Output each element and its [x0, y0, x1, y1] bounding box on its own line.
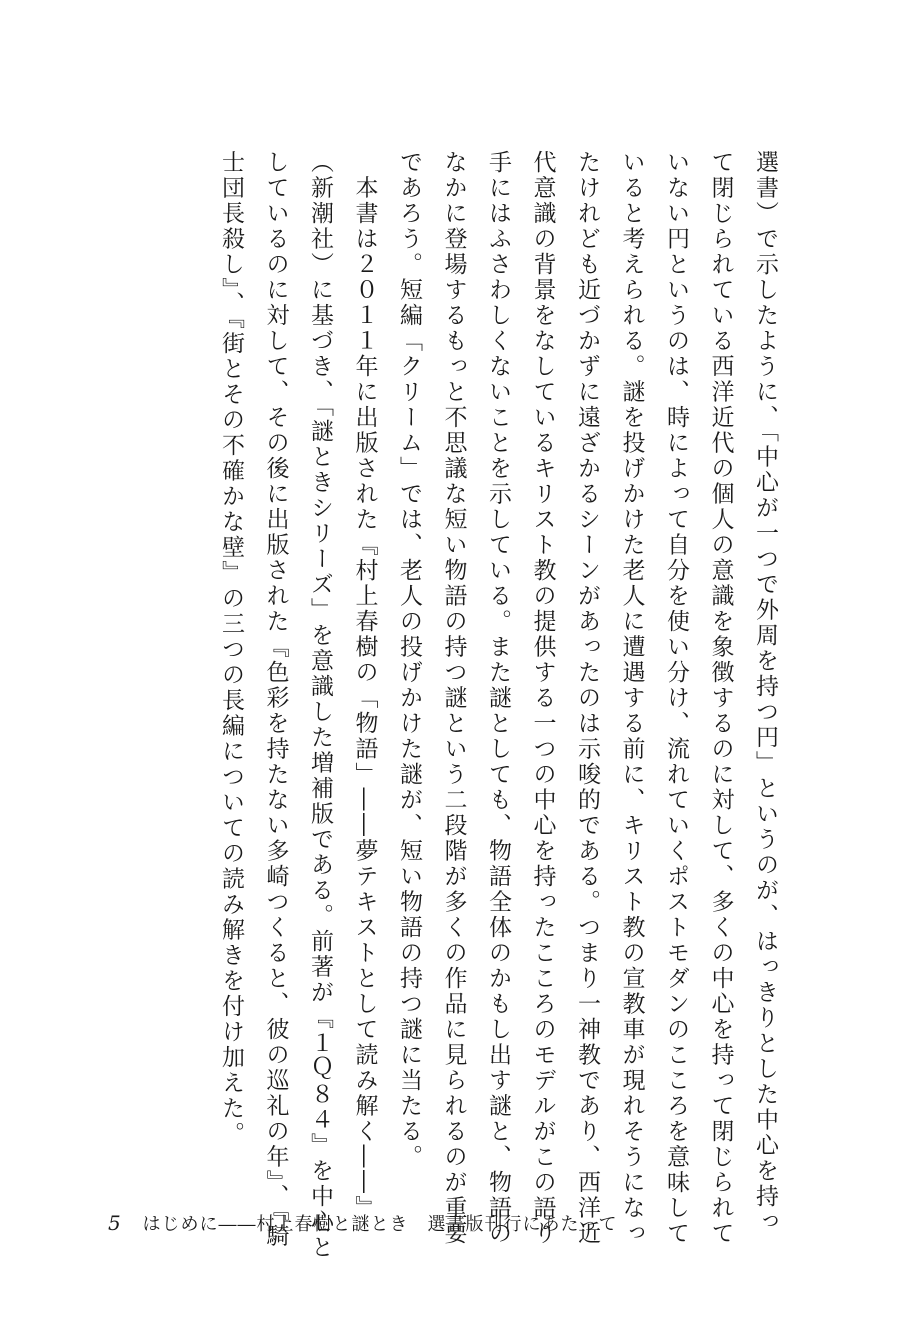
- text-line-2: て閉じられている西洋近代の個人の意識を象徴するのに対して、多くの中心を持って閉じられて: [707, 150, 734, 1247]
- text-line-11: （新潮社）に基づき、「謎ときシリーズ」を意識した増補版である。前著が『１Ｑ８４』を中心と: [307, 150, 333, 1261]
- text-line-4: いると考えられる。謎を投げかけた老人に遭遇する前に、キリスト教の宣教車が現れそうになっ: [618, 150, 645, 1247]
- text-line-10: 本書は２０１１年に出版された『村上春樹の「物語」――夢テキストとして読み解く――』: [351, 150, 378, 1221]
- text-line-12: しているのに対して、その後に出版された『色彩を持たない多崎つくると、彼の巡礼の年』、『騎: [262, 150, 289, 1249]
- text-line-9: であろう。短編「クリーム」では、老人の投げかけた謎が、短い物語の持つ謎に当たる。: [396, 150, 422, 1170]
- text-line-7: 手にはふさわしくないことを示している。また謎としても、物語全体のかもし出す謎と、物語の: [485, 150, 511, 1247]
- text-line-6: 代意識の背景をなしているキリスト教の提供する一つの中心を持ったこころのモデルがこの語り: [529, 150, 556, 1247]
- running-head: はじめに――村上春樹と謎とき 選書版刊行にあたって: [142, 1214, 618, 1235]
- text-line-13: 士団長殺し』、『街とその不確かな壁』の三つの長編についての読み解きを付け加えた。: [218, 150, 244, 1147]
- page-number: 5: [108, 1211, 122, 1235]
- page-footer: [108, 1208, 808, 1238]
- text-line-1: 選書）で示したように、「中心が一つで外周を持つ円」というのが、はっきりとした中心を持っ: [752, 150, 778, 1235]
- text-line-8: なかに登場するもっと不思議な短い物語の持つ謎という二段階が多くの作品に見られるのが重要: [440, 150, 467, 1247]
- text-line-5: たけれども近づかずに遠ざかるシーンがあったのは示唆的である。つまり一神教であり、西洋近: [574, 150, 600, 1247]
- text-line-3: いない円というのは、時によって自分を使い分け、流れていくポストモダンのこころを意味して: [663, 150, 689, 1247]
